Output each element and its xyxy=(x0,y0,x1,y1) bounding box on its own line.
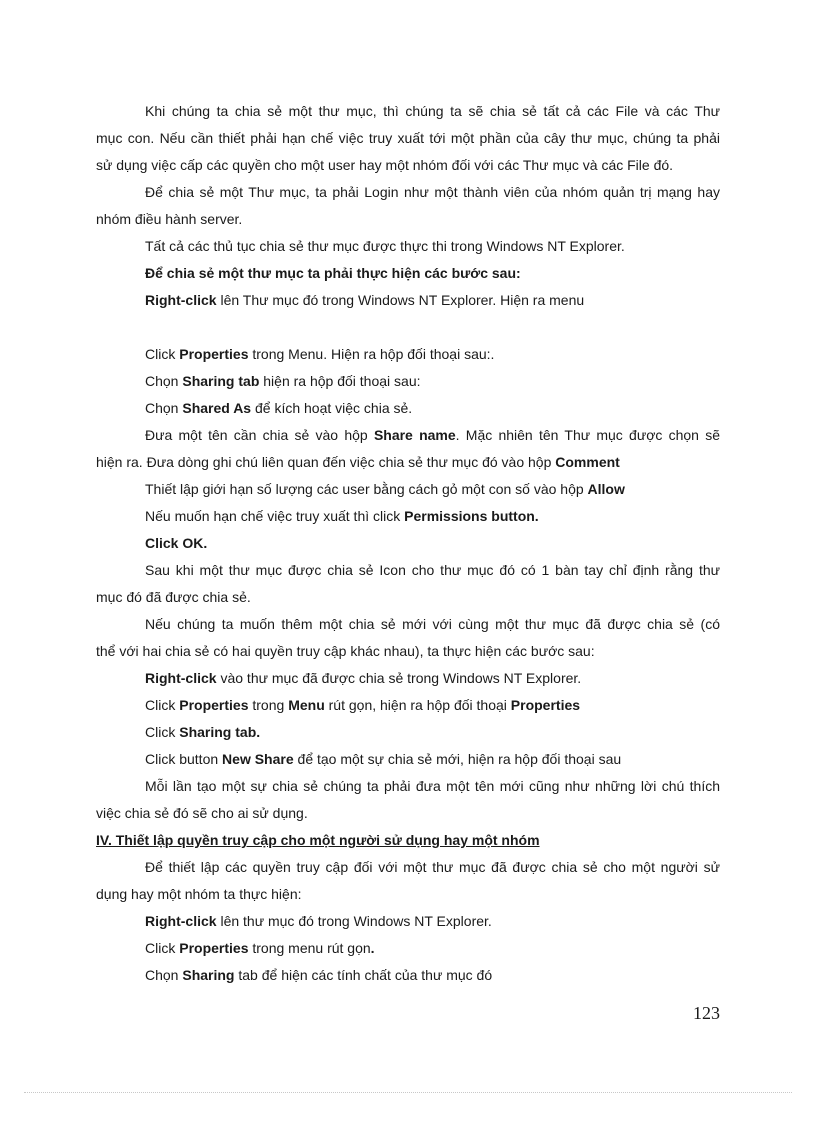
step-text: Chọn xyxy=(145,373,183,389)
step-line xyxy=(96,665,720,692)
bold-term: Permissions button. xyxy=(404,508,539,524)
paragraph-line: việc chia sẻ đó sẽ cho ai sử dụng. xyxy=(96,805,308,821)
step-line xyxy=(96,449,720,476)
bold-term: Comment xyxy=(555,454,620,470)
step-text: lên thư mục đó trong Windows NT Explorer. xyxy=(216,913,492,929)
step-text: lên Thư mục đó trong Windows NT Explorer. Hiện ra menu xyxy=(216,292,585,308)
step-text: hiện ra hộp đối thoại sau: xyxy=(259,373,421,389)
bold-term: Properties xyxy=(179,697,249,713)
bold-term: Click OK. xyxy=(145,535,208,551)
step-line xyxy=(96,503,720,530)
step-line xyxy=(96,746,720,773)
step-text: Nếu muốn hạn chế việc truy xuất thì click xyxy=(145,508,405,524)
step-text: Click xyxy=(145,940,180,956)
paragraph-line: Để chia sẻ một Thư mục, ta phải Login như một thành viên của nhóm quản trị mạng hay xyxy=(145,184,720,200)
step-line xyxy=(96,962,720,989)
paragraph-line: sử dụng việc cấp các quyền cho một user hay một nhóm đối với các Thư mục và các File đó. xyxy=(96,157,674,173)
step-text: để tạo một sự chia sẻ mới, hiện ra hộp đối thoại sau xyxy=(293,751,622,767)
bold-term: Allow xyxy=(587,481,625,497)
footer-divider xyxy=(24,1092,792,1093)
paragraph-line: dụng hay một nhóm ta thực hiện: xyxy=(96,886,302,902)
paragraph-line: Để thiết lập các quyền truy cập đối với một thư mục đã được chia sẻ cho một người sử xyxy=(145,859,720,875)
bold-term: New Share xyxy=(222,751,294,767)
page-number: 123 xyxy=(693,1003,720,1023)
paragraph-line: Tất cả các thủ tục chia sẻ thư mục được thực thi trong Windows NT Explorer. xyxy=(145,238,625,254)
blank-line xyxy=(96,314,720,341)
step-text: . Mặc nhiên tên Thư mục được chọn sẽ xyxy=(455,427,720,443)
step-text: trong Menu. Hiện ra hộp đối thoại sau:. xyxy=(248,346,495,362)
step-text: Click xyxy=(145,697,180,713)
step-line xyxy=(96,368,720,395)
paragraph-line: Mỗi lần tạo một sự chia sẻ chúng ta phải đưa một tên mới cũng như những lời chú thích xyxy=(145,778,720,794)
bold-term: . xyxy=(370,940,375,956)
step-text: Click button xyxy=(145,751,223,767)
bold-term: Menu xyxy=(288,697,325,713)
section-heading: IV. Thiết lập quyền truy cập cho một người sử dụng hay một nhóm xyxy=(96,832,540,848)
step-line xyxy=(96,692,720,719)
bold-term: Sharing tab xyxy=(182,373,260,389)
step-text: Đưa một tên cần chia sẻ vào hộp xyxy=(145,427,374,443)
paragraph-line: mục đó đã được chia sẻ. xyxy=(96,589,251,605)
step-line xyxy=(96,422,720,449)
step-text: Chọn xyxy=(145,967,183,983)
step-line xyxy=(96,935,720,962)
step-line xyxy=(96,908,720,935)
step-text: trong xyxy=(248,697,289,713)
step-text: Click xyxy=(145,346,180,362)
step-line xyxy=(96,719,720,746)
step-text: Thiết lập giới hạn số lượng các user bằng cách gỏ một con số vào hộp xyxy=(145,481,588,497)
paragraph-line: nhóm điều hành server. xyxy=(96,211,243,227)
step-line xyxy=(96,341,720,368)
bold-term: Right-click xyxy=(145,292,217,308)
bold-term: Right-click xyxy=(145,913,217,929)
step-text: trong menu rút gọn xyxy=(248,940,371,956)
paragraph-line: thể với hai chia sẻ có hai quyền truy cập khác nhau), ta thực hiện các bước sau: xyxy=(96,643,595,659)
step-text: Chọn xyxy=(145,400,183,416)
bold-term: Sharing xyxy=(182,967,235,983)
step-line xyxy=(96,530,720,557)
bold-term: Share name xyxy=(373,427,456,443)
step-text: tab để hiện các tính chất của thư mục đó xyxy=(234,967,493,983)
paragraph-line: mục con. Nếu cần thiết phải hạn chế việc truy xuất tới một phần của cây thư mục, chúng ta phải xyxy=(96,130,720,146)
paragraph-line: Nếu chúng ta muốn thêm một chia sẻ mới với cùng một thư mục đã được chia sẻ (có xyxy=(145,616,720,632)
bold-term: Sharing tab. xyxy=(179,724,261,740)
bold-term: Properties xyxy=(179,940,249,956)
steps-intro xyxy=(96,260,720,287)
bold-term: Properties xyxy=(510,697,581,713)
step-text: vào thư mục đã được chia sẻ trong Windows NT Explorer. xyxy=(216,670,582,686)
step-line xyxy=(96,395,720,422)
step-text: Click xyxy=(145,724,180,740)
document-body xyxy=(96,98,720,989)
bold-term: Shared As xyxy=(182,400,252,416)
paragraph-line: Sau khi một thư mục được chia sẻ Icon cho thư mục đó có 1 bàn tay chỉ định rằng thư xyxy=(145,562,720,578)
bold-term: Properties xyxy=(179,346,249,362)
step-text: hiện ra. Đưa dòng ghi chú liên quan đến việc chia sẻ thư mục đó vào hộp xyxy=(96,454,556,470)
steps-intro-text: Để chia sẻ một thư mục ta phải thực hiện các bước sau: xyxy=(145,265,521,281)
step-text: rút gọn, hiện ra hộp đối thoại xyxy=(324,697,511,713)
step-line xyxy=(96,476,720,503)
step-text: để kích hoạt việc chia sẻ. xyxy=(251,400,413,416)
paragraph-line: Khi chúng ta chia sẻ một thư mục, thì chúng ta sẽ chia sẻ tất cả các File và các Thư xyxy=(145,103,720,119)
step-line xyxy=(96,287,720,314)
bold-term: Right-click xyxy=(145,670,217,686)
